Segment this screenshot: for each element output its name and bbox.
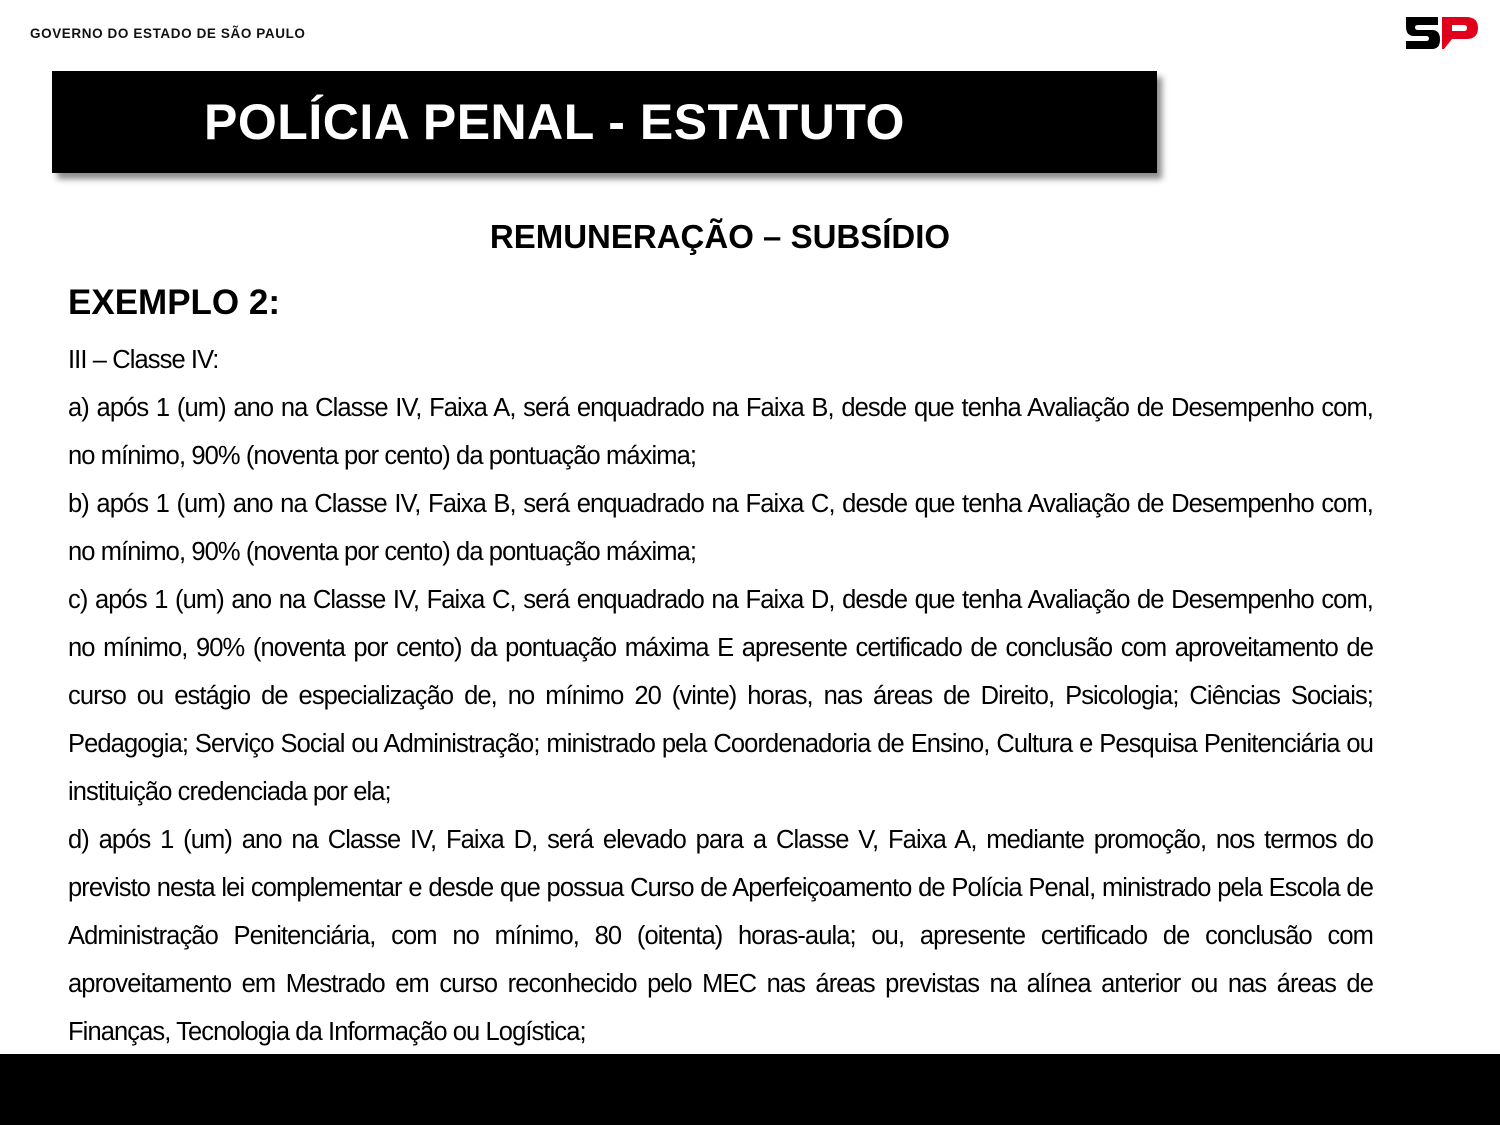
government-label: GOVERNO DO ESTADO DE SÃO PAULO: [30, 26, 306, 41]
sp-logo: [1404, 15, 1480, 51]
title-bar: [52, 71, 1157, 173]
example-heading: EXEMPLO 2:: [68, 283, 280, 322]
paragraph-item-d: d) após 1 (um) ano na Classe IV, Faixa D, será elevado para a Classe V, Faixa A, mediante promoção, nos termos do previsto nesta lei complementar e desde que possua Curso de Aperfeiçoamento de Polícia Penal, ministrado pela Escola de Administração Penitenciária, com no mínimo, 80 (oitenta) horas-aula; ou, apresente certificado de conclusão com aproveitamento em Mestrado em curso reconhecido pelo MEC nas áreas previstas na alínea anterior ou nas áreas de Finanças, Tecnologia da Informação ou Logística;: [68, 826, 1373, 1046]
slide-title: POLÍCIA PENAL - ESTATUTO: [204, 94, 905, 150]
paragraph-item-a: a) após 1 (um) ano na Classe IV, Faixa A, será enquadrado na Faixa B, desde que tenha Avaliação de Desempenho com, no mínimo, 90% (noventa por cento) da pontuação máxima;: [68, 394, 1373, 470]
paragraph-item-b: b) após 1 (um) ano na Classe IV, Faixa B, será enquadrado na Faixa C, desde que tenha Avaliação de Desempenho com, no mínimo, 90% (noventa por cento) da pontuação máxima;: [68, 490, 1373, 566]
paragraph-class-heading: III – Classe IV:: [68, 346, 219, 374]
body-text: [68, 336, 1373, 1056]
paragraph-item-c: c) após 1 (um) ano na Classe IV, Faixa C, será enquadrado na Faixa D, desde que tenha Avaliação de Desempenho com, no mínimo, 90% (noventa por cento) da pontuação máxima E apresente certificado de conclusão com aproveitamento de curso ou estágio de especialização de, no mínimo 20 (vinte) horas, nas áreas de Direito, Psicologia; Ciências Sociais; Pedagogia; Serviço Social ou Administração; ministrado pela Coordenadoria de Ensino, Cultura e Pesquisa Penitenciária ou instituição credenciada por ela;: [68, 586, 1373, 806]
footer-bar: [0, 1054, 1500, 1125]
slide-subtitle: REMUNERAÇÃO – SUBSÍDIO: [489, 218, 951, 255]
